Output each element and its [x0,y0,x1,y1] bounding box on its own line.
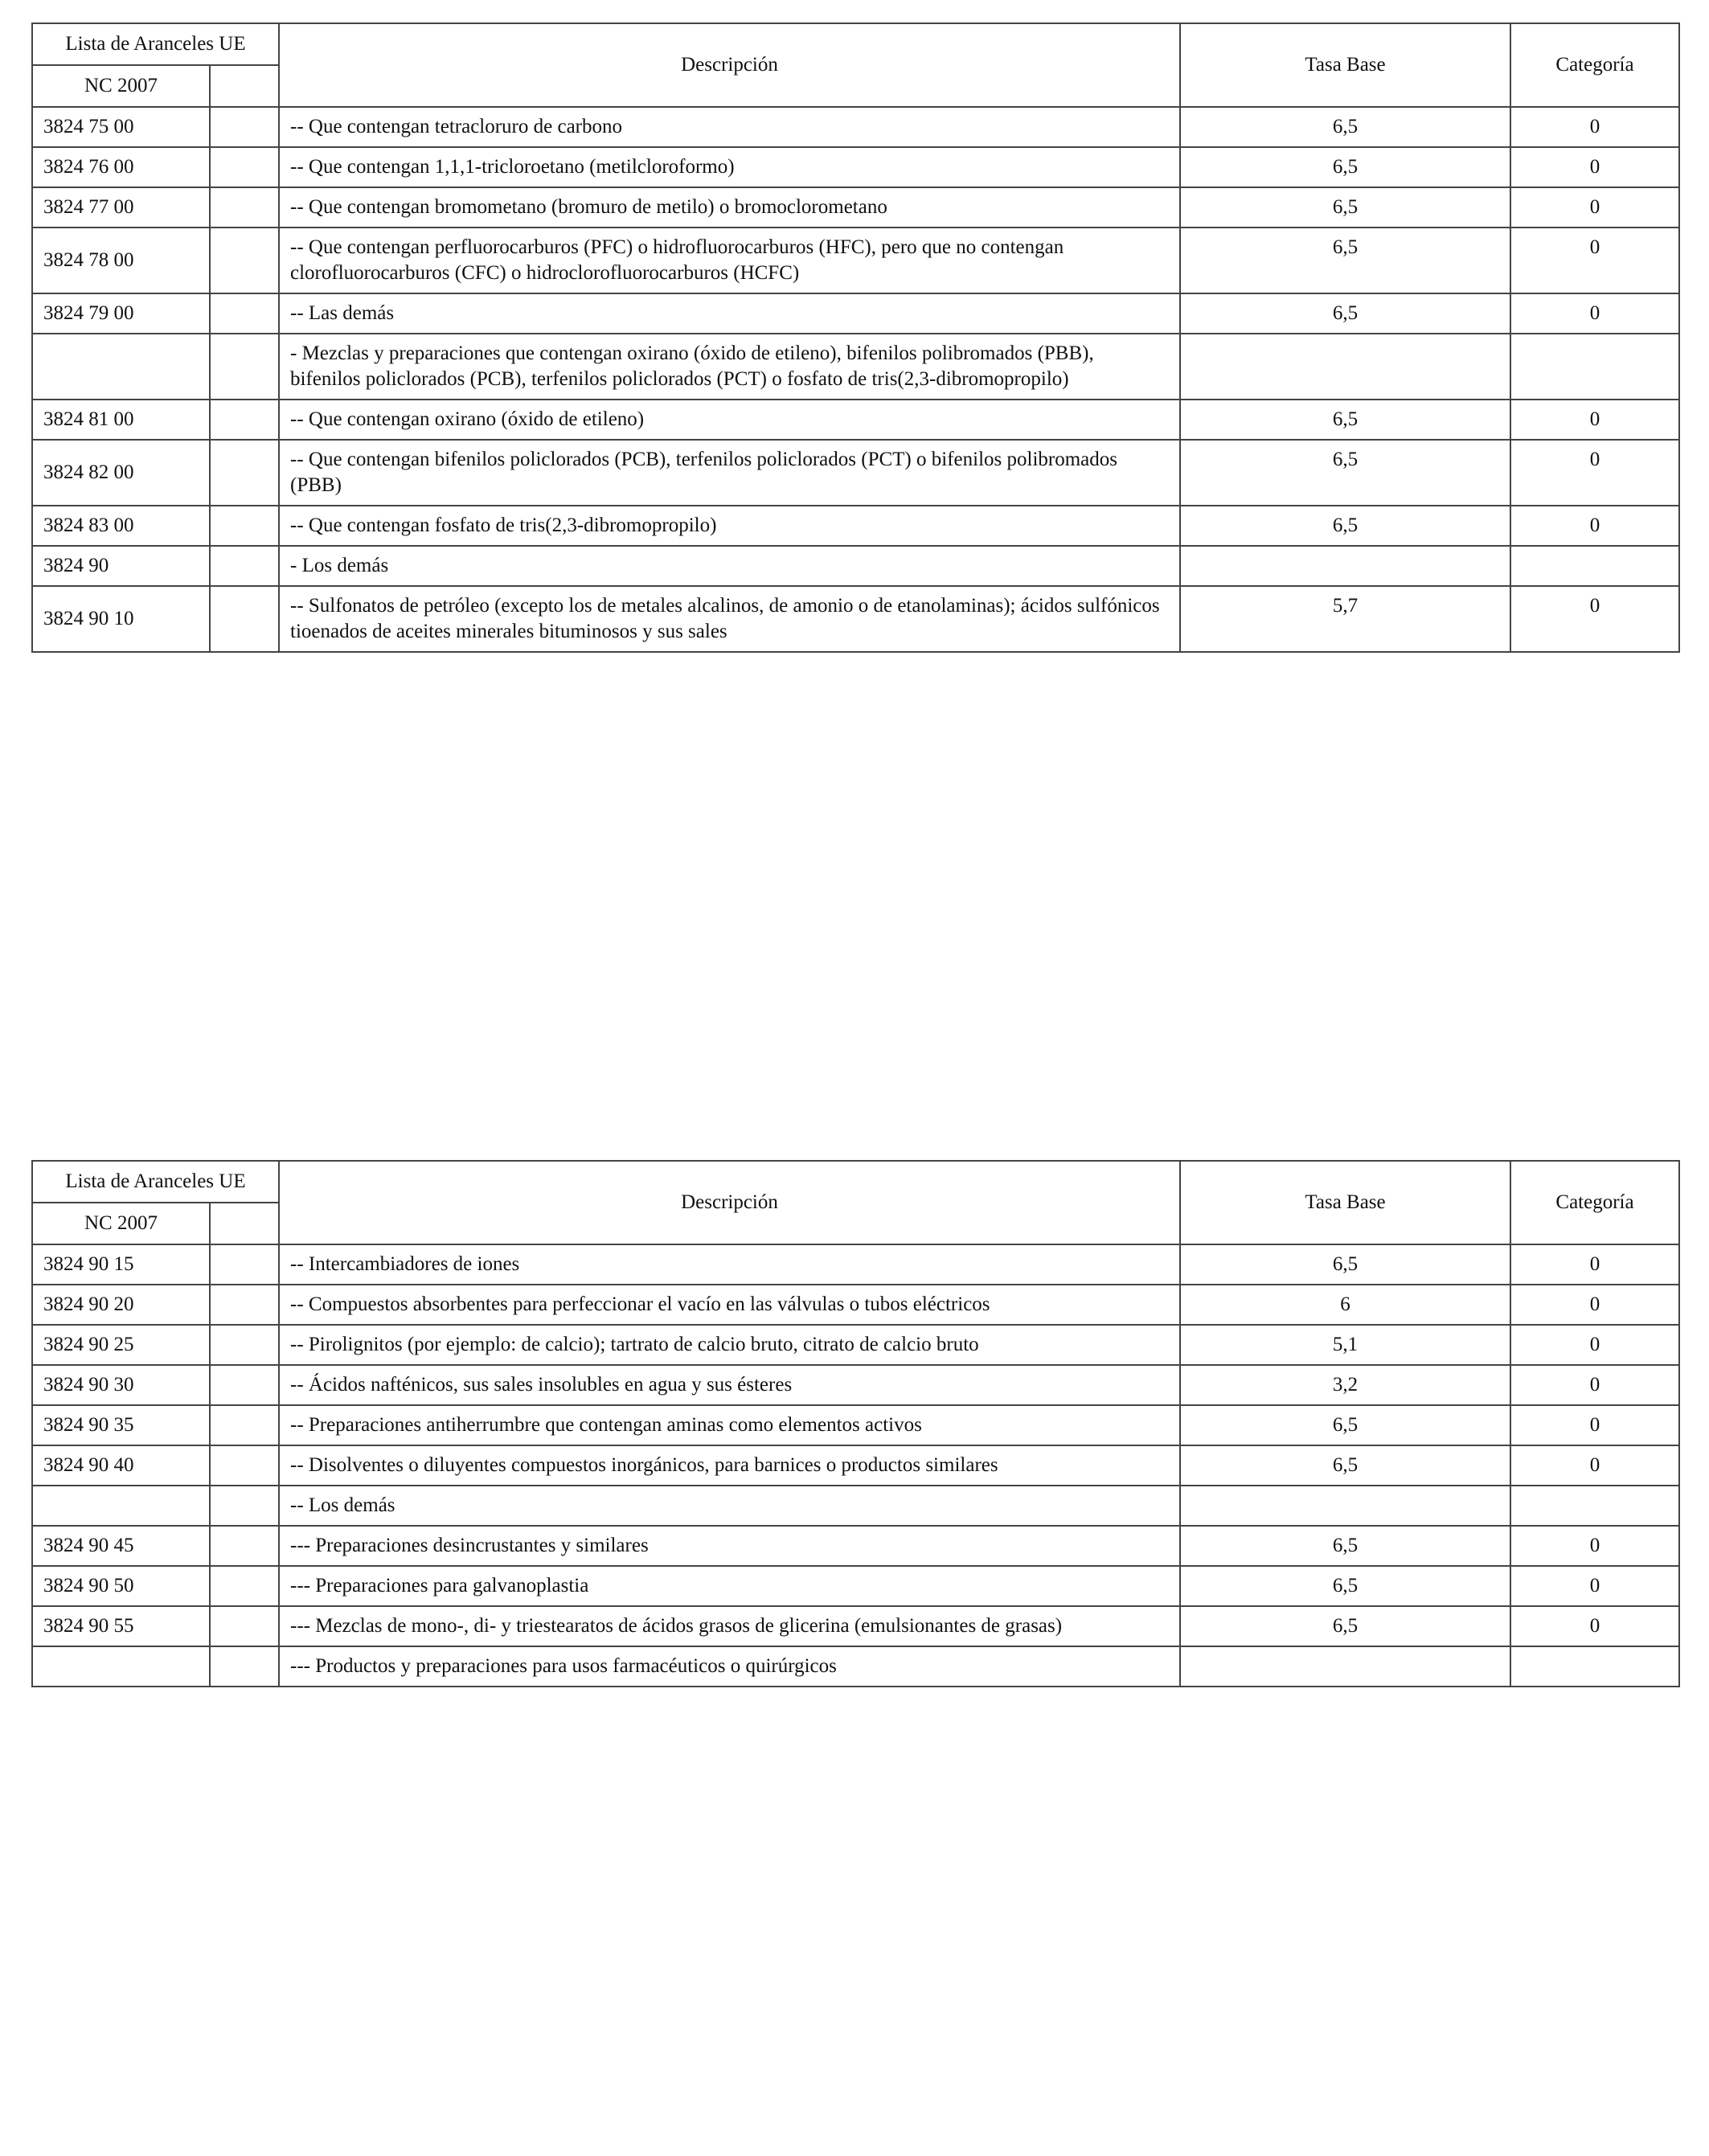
blank-cell [210,147,279,187]
header-nc: NC 2007 [32,1203,210,1244]
table-row [32,506,1679,546]
base-rate-cell: 6,5 [1180,107,1510,147]
nc-code-cell: 3824 75 00 [32,107,210,147]
nc-code-cell: 3824 90 40 [32,1445,210,1486]
tariff-table-1 [31,23,1680,653]
blank-cell [210,586,279,652]
blank-cell [210,1285,279,1325]
header-lista: Lista de Aranceles UE [32,23,279,65]
blank-cell [210,1445,279,1486]
blank-cell [210,227,279,293]
base-rate-cell: 6,5 [1180,1445,1510,1486]
category-cell: 0 [1510,400,1679,440]
description-cell: -- Ácidos nafténicos, sus sales insolubles en agua y sus ésteres [279,1365,1180,1405]
table-row [32,1566,1679,1606]
table-row [32,1486,1679,1526]
header-categoria: Categoría [1510,1161,1679,1244]
header-categoria: Categoría [1510,23,1679,107]
base-rate-cell [1180,334,1510,400]
nc-code-cell: 3824 79 00 [32,293,210,334]
nc-code-cell: 3824 90 15 [32,1244,210,1285]
description-cell: -- Que contengan 1,1,1-tricloroetano (metilcloroformo) [279,147,1180,187]
description-cell: -- Que contengan fosfato de tris(2,3-dibromopropilo) [279,506,1180,546]
blank-cell [210,440,279,506]
category-cell: 0 [1510,506,1679,546]
category-cell: 0 [1510,187,1679,227]
category-cell: 0 [1510,1285,1679,1325]
description-cell: -- Que contengan bifenilos policlorados (PCB), terfenilos policlorados (PCT) o bifenilos polibromados (PBB) [279,440,1180,506]
base-rate-cell: 5,7 [1180,586,1510,652]
base-rate-cell: 6,5 [1180,1526,1510,1566]
header-blank [210,1203,279,1244]
nc-code-cell: 3824 90 25 [32,1325,210,1365]
nc-code-cell [32,1486,210,1526]
blank-cell [210,107,279,147]
nc-code-cell: 3824 81 00 [32,400,210,440]
header-row-top [32,1161,1679,1203]
header-descripcion: Descripción [279,1161,1180,1244]
blank-cell [210,1566,279,1606]
category-cell: 0 [1510,227,1679,293]
blank-cell [210,293,279,334]
blank-cell [210,1405,279,1445]
nc-code-cell: 3824 90 10 [32,586,210,652]
nc-code-cell: 3824 83 00 [32,506,210,546]
nc-code-cell: 3824 90 35 [32,1405,210,1445]
header-tasa-base: Tasa Base [1180,1161,1510,1244]
base-rate-cell [1180,1646,1510,1687]
header-tasa-base: Tasa Base [1180,23,1510,107]
category-cell: 0 [1510,1526,1679,1566]
description-cell: - Mezclas y preparaciones que contengan oxirano (óxido de etileno), bifenilos polibromados (PBB), bifenilos policlorados (PCB), terfenilos policlorados (PCT) o fosfato de tris(2,3-dibromopropilo) [279,334,1180,400]
tariff-table-2 [31,1160,1680,1687]
nc-code-cell: 3824 90 20 [32,1285,210,1325]
table-row [32,1244,1679,1285]
blank-cell [210,334,279,400]
description-cell: --- Preparaciones desincrustantes y similares [279,1526,1180,1566]
blank-cell [210,1365,279,1405]
description-cell: -- Que contengan tetracloruro de carbono [279,107,1180,147]
table-row [32,440,1679,506]
table-row [32,1445,1679,1486]
category-cell [1510,1646,1679,1687]
category-cell: 0 [1510,1445,1679,1486]
category-cell: 0 [1510,1566,1679,1606]
category-cell: 0 [1510,1325,1679,1365]
description-cell: -- Que contengan bromometano (bromuro de metilo) o bromoclorometano [279,187,1180,227]
blank-cell [210,1646,279,1687]
blank-cell [210,400,279,440]
nc-code-cell: 3824 90 50 [32,1566,210,1606]
base-rate-cell: 6 [1180,1285,1510,1325]
nc-code-cell: 3824 78 00 [32,227,210,293]
nc-code-cell: 3824 77 00 [32,187,210,227]
table-row [32,1405,1679,1445]
base-rate-cell: 6,5 [1180,293,1510,334]
table-row [32,107,1679,147]
description-cell: -- Que contengan perfluorocarburos (PFC) o hidrofluorocarburos (HFC), pero que no contengan clorofluorocarburos (CFC) o hidroclorofluorocarburos (HCFC) [279,227,1180,293]
table-row [32,147,1679,187]
description-cell: --- Productos y preparaciones para usos farmacéuticos o quirúrgicos [279,1646,1180,1687]
base-rate-cell: 6,5 [1180,1244,1510,1285]
header-nc: NC 2007 [32,65,210,107]
table-row [32,546,1679,586]
description-cell: -- Preparaciones antiherrumbre que contengan aminas como elementos activos [279,1405,1180,1445]
blank-cell [210,1606,279,1646]
category-cell: 0 [1510,147,1679,187]
table-row [32,1526,1679,1566]
table-row [32,187,1679,227]
description-cell: --- Mezclas de mono-, di- y triestearatos de ácidos grasos de glicerina (emulsionantes de grasas) [279,1606,1180,1646]
header-row-top [32,23,1679,65]
base-rate-cell: 3,2 [1180,1365,1510,1405]
table-row [32,293,1679,334]
category-cell [1510,334,1679,400]
blank-cell [210,1325,279,1365]
category-cell [1510,546,1679,586]
category-cell: 0 [1510,1365,1679,1405]
blank-cell [210,546,279,586]
category-cell [1510,1486,1679,1526]
description-cell: --- Preparaciones para galvanoplastia [279,1566,1180,1606]
base-rate-cell: 6,5 [1180,440,1510,506]
table-row [32,1646,1679,1687]
category-cell: 0 [1510,1405,1679,1445]
header-blank [210,65,279,107]
base-rate-cell: 6,5 [1180,227,1510,293]
header-descripcion: Descripción [279,23,1180,107]
description-cell: -- Compuestos absorbentes para perfeccionar el vacío en las válvulas o tubos eléctricos [279,1285,1180,1325]
base-rate-cell [1180,546,1510,586]
nc-code-cell: 3824 90 45 [32,1526,210,1566]
base-rate-cell: 6,5 [1180,1405,1510,1445]
description-cell: -- Disolventes o diluyentes compuestos inorgánicos, para barnices o productos similares [279,1445,1180,1486]
header-lista: Lista de Aranceles UE [32,1161,279,1203]
table-row [32,1606,1679,1646]
nc-code-cell: 3824 90 30 [32,1365,210,1405]
base-rate-cell: 6,5 [1180,1566,1510,1606]
category-cell: 0 [1510,1606,1679,1646]
table-row [32,1365,1679,1405]
base-rate-cell: 6,5 [1180,1606,1510,1646]
category-cell: 0 [1510,440,1679,506]
nc-code-cell: 3824 90 [32,546,210,586]
table-row [32,227,1679,293]
base-rate-cell: 5,1 [1180,1325,1510,1365]
base-rate-cell: 6,5 [1180,187,1510,227]
category-cell: 0 [1510,107,1679,147]
description-cell: -- Sulfonatos de petróleo (excepto los de metales alcalinos, de amonio o de etanolaminas); ácidos sulfónicos tioenados de aceites minerales bituminosos y sus sales [279,586,1180,652]
blank-cell [210,187,279,227]
blank-cell [210,506,279,546]
nc-code-cell [32,334,210,400]
table-row [32,334,1679,400]
base-rate-cell: 6,5 [1180,506,1510,546]
category-cell: 0 [1510,586,1679,652]
blank-cell [210,1244,279,1285]
description-cell: -- Intercambiadores de iones [279,1244,1180,1285]
table-row [32,586,1679,652]
table-row [32,1285,1679,1325]
category-cell: 0 [1510,293,1679,334]
table-row [32,1325,1679,1365]
nc-code-cell [32,1646,210,1687]
nc-code-cell: 3824 82 00 [32,440,210,506]
table-row [32,400,1679,440]
blank-cell [210,1486,279,1526]
nc-code-cell: 3824 90 55 [32,1606,210,1646]
description-cell: -- Las demás [279,293,1180,334]
category-cell: 0 [1510,1244,1679,1285]
base-rate-cell [1180,1486,1510,1526]
description-cell: -- Los demás [279,1486,1180,1526]
base-rate-cell: 6,5 [1180,400,1510,440]
nc-code-cell: 3824 76 00 [32,147,210,187]
blank-cell [210,1526,279,1566]
description-cell: - Los demás [279,546,1180,586]
description-cell: -- Pirolignitos (por ejemplo: de calcio); tartrato de calcio bruto, citrato de calcio bruto [279,1325,1180,1365]
description-cell: -- Que contengan oxirano (óxido de etileno) [279,400,1180,440]
base-rate-cell: 6,5 [1180,147,1510,187]
